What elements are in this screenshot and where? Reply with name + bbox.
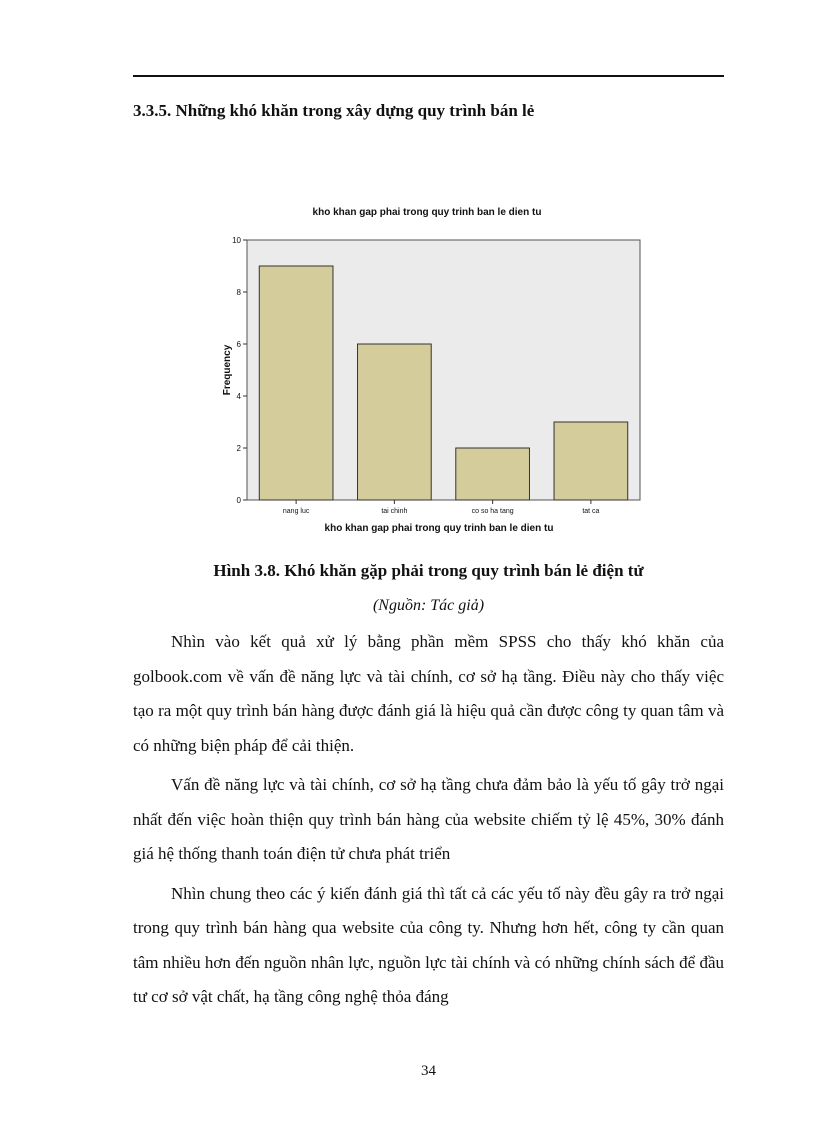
figure-source: (Nguồn: Tác giả) [372, 597, 485, 614]
y-axis [232, 236, 247, 505]
x-tick-label: nang luc [282, 508, 310, 515]
body-text [133, 625, 724, 1020]
bar-nang-luc [259, 266, 333, 500]
y-tick-label: 4 [236, 392, 241, 401]
figure-caption: Hình 3.8. Khó khăn gặp phải trong quy trình bán lẻ điện tử [213, 561, 644, 580]
chart-title: kho khan gap phai trong quy trinh ban le dien tu [312, 207, 542, 218]
x-axis [283, 500, 600, 515]
y-tick-label: 2 [236, 444, 241, 453]
x-tick-label: tai chinh [381, 508, 408, 515]
y-tick-label: 10 [232, 236, 241, 245]
bar-tai-chinh [358, 344, 432, 500]
page-number: 34 [421, 1063, 436, 1079]
x-tick-label: co so ha tang [471, 508, 514, 515]
y-tick-label: 6 [236, 340, 241, 349]
bar-chart [215, 198, 655, 543]
y-tick-label: 8 [236, 288, 241, 297]
bar-co-so-ha-tang [456, 448, 530, 500]
paragraph: Nhìn chung theo các ý kiến đánh giá thì tất cả các yếu tố này đều gây ra trở ngại trong quy trình bán hàng qua website của công ty. Nhưng hơn hết, công ty cần quan tâm nhiều hơn đến nguồn nhân lực, nguồn lực tài chính và có những chính sách để đầu tư cơ sở vật chất, hạ tầng công nghệ thỏa đáng [133, 883, 724, 1006]
paragraph: Nhìn vào kết quả xử lý bằng phần mềm SPSS cho thấy khó khăn của golbook.com về vấn đề năng lực và tài chính, cơ sở hạ tầng. Điều này cho thấy việc tạo ra một quy trình bán hàng được đánh giá là hiệu quả cần được công ty quan tâm và có những biện pháp để cải thiện. [133, 632, 724, 755]
x-tick-label: tat ca [582, 508, 600, 515]
paragraph: Vấn đề năng lực và tài chính, cơ sở hạ tầng chưa đảm bảo là yếu tố gây trở ngại nhất đến việc hoàn thiện quy trình bán hàng của website chiếm tỷ lệ 45%, 30% đánh giá hệ thống thanh toán điện tử chưa phát triển [133, 775, 724, 863]
section-heading: 3.3.5. Những khó khăn trong xây dựng quy trình bán lẻ [133, 101, 535, 120]
x-axis-label: kho khan gap phai trong quy trinh ban le dien tu [324, 523, 554, 534]
chart-svg [215, 198, 655, 543]
header-rule [133, 75, 724, 77]
bar-tat-ca [554, 422, 628, 500]
y-axis-label: Frequency [222, 344, 233, 396]
y-tick-label: 0 [236, 496, 241, 505]
